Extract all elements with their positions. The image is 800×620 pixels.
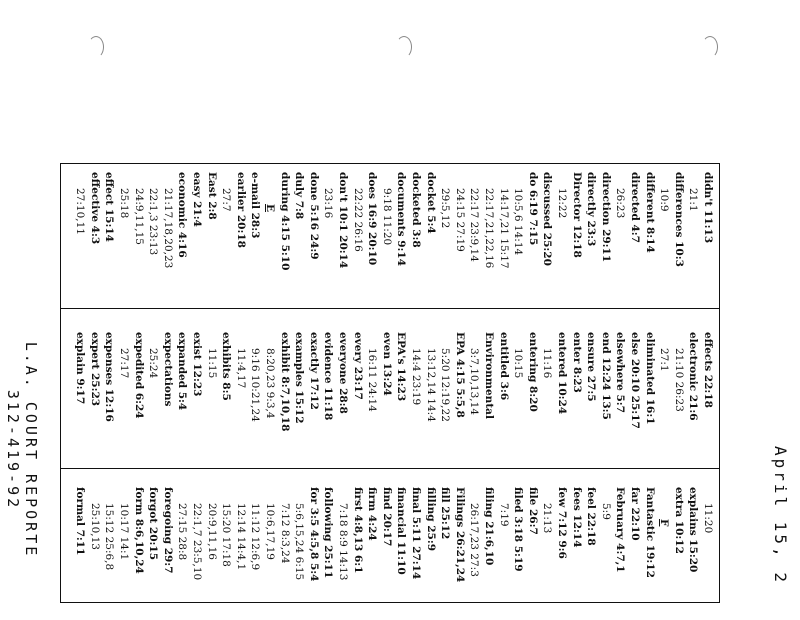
- index-entry: enter 8:23: [570, 332, 583, 393]
- index-entry: 9:18 11:20: [380, 188, 393, 246]
- index-entry: exist 12:23: [191, 332, 203, 397]
- index-entry: 20:9,11,16: [205, 503, 218, 560]
- index-entry: exactly 17:12: [307, 332, 320, 410]
- index-entry: entitled 3:6: [497, 332, 510, 401]
- index-entry: earlier 20:18: [234, 172, 247, 248]
- index-entry: different 8:14: [643, 172, 656, 253]
- index-entry: 21:17,18,20,23: [161, 188, 174, 269]
- index-entry: economic 4:16: [176, 172, 189, 258]
- index-entry: 7:19: [497, 503, 510, 527]
- index-entry: 13:12,14 14:4: [424, 348, 437, 422]
- index-entry: extra 10:12: [672, 487, 685, 554]
- index-entry: 21:13: [541, 503, 554, 534]
- index-entry: fill 25:12: [439, 487, 452, 540]
- index-entry: explains 15:20: [687, 487, 700, 573]
- index-entry: filed 3:18 5:19: [512, 487, 525, 572]
- footer-phone: 312-419-92: [4, 389, 22, 511]
- index-entry: 22:1,7 23:5,10: [191, 503, 203, 581]
- index-entry: explain 9:17: [74, 332, 87, 405]
- index-entry: 25:10,13: [88, 503, 101, 550]
- index-entry: expedited 6:24: [132, 332, 145, 419]
- index-entry: documents 9:14: [395, 172, 408, 267]
- index-column-3: [61, 479, 719, 602]
- index-entry: 27:15 28:8: [176, 503, 189, 561]
- footer-name: L.A. COURT REPORTE: [22, 341, 40, 559]
- index-entry: 26:23: [614, 188, 627, 219]
- index-entry: filling 25:9: [424, 487, 437, 552]
- index-entry: 21:1: [687, 188, 700, 212]
- index-entry: e-mail 28:3: [249, 172, 262, 239]
- index-entry: 5:20 12:19,22: [439, 348, 452, 422]
- header-date: April 15, 2: [771, 446, 790, 585]
- index-entry: 10:9: [658, 188, 671, 212]
- index-entry: forgot 20:15: [147, 487, 160, 561]
- index-entry: effects 22:18: [702, 332, 714, 408]
- index-entry: 12:14 14:4,1: [234, 503, 247, 571]
- index-entry: Fantastic 19:12: [643, 487, 656, 578]
- index-entry: effective 4:3: [88, 172, 101, 245]
- index-entry: 11:16: [541, 348, 554, 379]
- index-entry: formal 7:11: [74, 487, 87, 556]
- word-index: [60, 163, 720, 603]
- index-entry: 26:17,23 27:3: [468, 503, 481, 577]
- index-entry: 22:1,3 23:13: [147, 188, 160, 256]
- index-entry: 10:6,17,19: [264, 503, 276, 560]
- index-entry: form 8:6,10,24: [132, 487, 145, 574]
- court-reporter-footer: [4, 280, 40, 620]
- index-entry: feel 22:18: [585, 487, 598, 546]
- index-entry: exhibits 8:5: [220, 332, 233, 401]
- index-entry: 3:7,10,13,14: [468, 348, 481, 415]
- index-entry: filing 21:6,10: [483, 487, 495, 566]
- index-entry: discussed 25:20: [541, 172, 554, 266]
- index-entry: expectations: [161, 332, 174, 407]
- index-entry: does 16:9 20:10: [366, 172, 379, 266]
- index-entry: easy 21:4: [191, 172, 203, 227]
- index-entry: direction 29:11: [599, 172, 612, 263]
- index-entry: 24:9,11,15: [132, 188, 145, 245]
- index-entry: 7:18 8:9 14:13: [337, 503, 349, 581]
- index-entry: 22:22 26:16: [351, 188, 364, 252]
- index-entry: 11:20: [702, 503, 714, 534]
- index-entry: expert 25:23: [88, 332, 101, 407]
- index-entry: 25:18: [118, 188, 130, 219]
- index-entry: financial 11:10: [395, 487, 408, 575]
- index-entry: elsewhere 5:7: [614, 332, 627, 413]
- index-entry: for 3:5 4:5,8 5:4: [307, 487, 320, 582]
- index-entry: ensure 27:5: [585, 332, 598, 402]
- index-entry: examples 15:12: [293, 332, 306, 424]
- index-entry: directed 4:7: [629, 172, 641, 243]
- index-entry: didn't 11:13: [702, 172, 714, 244]
- index-entry: differences 10:3: [672, 172, 685, 267]
- index-entry: 11:4,17: [234, 348, 247, 389]
- index-entry: everyone 28:8: [337, 332, 349, 414]
- index-entry: entered 10:24: [556, 332, 568, 415]
- index-entry: 27:17: [118, 348, 130, 379]
- index-entry: 10:5,6 14:14: [512, 188, 525, 256]
- index-entry: done 5:16 24:9: [307, 172, 320, 260]
- index-entry: 5:6,15,24 6:15: [293, 503, 306, 581]
- index-column-2: [61, 324, 719, 469]
- index-entry: 27:7: [220, 188, 233, 212]
- index-entry: East 2:8: [205, 172, 218, 220]
- index-entry: duly 7:8: [293, 172, 306, 220]
- index-entry: 21:10 26:23: [672, 348, 685, 412]
- index-entry: don't 10:1 20:14: [337, 172, 349, 269]
- index-entry: EPA 4:15 5:5,8: [453, 332, 466, 418]
- index-entry: 14:17,21 15:17: [497, 188, 510, 269]
- index-letter-heading: E: [264, 204, 276, 213]
- index-entry: 15:20 17:18: [220, 503, 233, 567]
- index-entry: else 20:10 25:17: [629, 332, 641, 429]
- index-entry: 5:9: [599, 503, 612, 520]
- index-entry: 8:20,23 9:3,4: [264, 348, 276, 419]
- index-entry: expenses 12:16: [103, 332, 116, 422]
- index-entry: directly 23:3: [585, 172, 598, 247]
- index-entry: 22:17 23:9,14: [468, 188, 481, 262]
- index-entry: far 22:10: [629, 487, 641, 541]
- index-entry: final 5:11 27:14: [410, 487, 422, 580]
- index-entry: 15:12 25:6,8: [103, 503, 116, 571]
- index-entry: 9:16 10:21,24: [249, 348, 262, 422]
- index-entry: 29:5,12: [439, 188, 452, 229]
- index-entry: file 26:7: [526, 487, 539, 535]
- index-entry: effect 15:14: [103, 172, 116, 242]
- index-entry: 14:4 23:19: [410, 348, 422, 406]
- index-entry: following 25:11: [322, 487, 335, 579]
- index-entry: electronic 21:6: [687, 332, 700, 421]
- index-entry: firm 4:24: [366, 487, 379, 541]
- index-entry: February 4:7,1: [614, 487, 627, 573]
- index-entry: every 23:17: [351, 332, 364, 400]
- index-entry: few 7:12 9:6: [556, 487, 568, 559]
- index-entry: first 4:8,13 6:1: [351, 487, 364, 574]
- index-entry: Director 12:18: [570, 172, 583, 258]
- index-entry: 7:12 8:3,24: [278, 503, 291, 564]
- index-entry: 11:15: [205, 348, 218, 379]
- index-entry: during 4:15 5:10: [278, 172, 291, 271]
- index-entry: exhibit 8:7,10,18: [278, 332, 291, 432]
- index-entry: EPA's 14:23: [395, 332, 408, 402]
- index-entry: docketed 3:8: [410, 172, 422, 248]
- index-entry: find 20:17: [380, 487, 393, 547]
- index-entry: 16:11 24:14: [366, 348, 379, 412]
- index-entry: foregoing 29:7: [161, 487, 174, 574]
- index-entry: 10:17 14:1: [118, 503, 130, 561]
- index-letter-heading: F: [658, 519, 671, 527]
- index-entry: even 13:24: [380, 332, 393, 396]
- index-entry: entering 8:20: [526, 332, 539, 412]
- index-entry: 11:12 12:6,9: [249, 503, 262, 571]
- index-entry: 22:17,21,22,16: [483, 188, 495, 269]
- index-entry: 12:22: [556, 188, 568, 219]
- index-entry: 24:15 27:19: [453, 188, 466, 252]
- index-entry: 23:16: [322, 188, 335, 219]
- index-entry: do 6:19 7:15: [526, 172, 539, 246]
- index-entry: Environmental: [483, 332, 495, 419]
- index-entry: 27:1: [658, 348, 671, 372]
- index-entry: eliminated 16:1: [643, 332, 656, 425]
- index-entry: Filings 26:21,24: [453, 487, 466, 583]
- index-column-1: [61, 164, 719, 309]
- index-entry: docket 5:4: [424, 172, 437, 234]
- index-entry: evidence 11:18: [322, 332, 335, 421]
- index-entry: 10:15: [512, 348, 525, 379]
- index-entry: 27:10,11: [74, 188, 87, 235]
- index-entry: fees 12:14: [570, 487, 583, 548]
- index-entry: end 12:24 13:5: [599, 332, 612, 420]
- index-entry: expanded 5:4: [176, 332, 189, 411]
- index-entry: 25:24: [147, 348, 160, 379]
